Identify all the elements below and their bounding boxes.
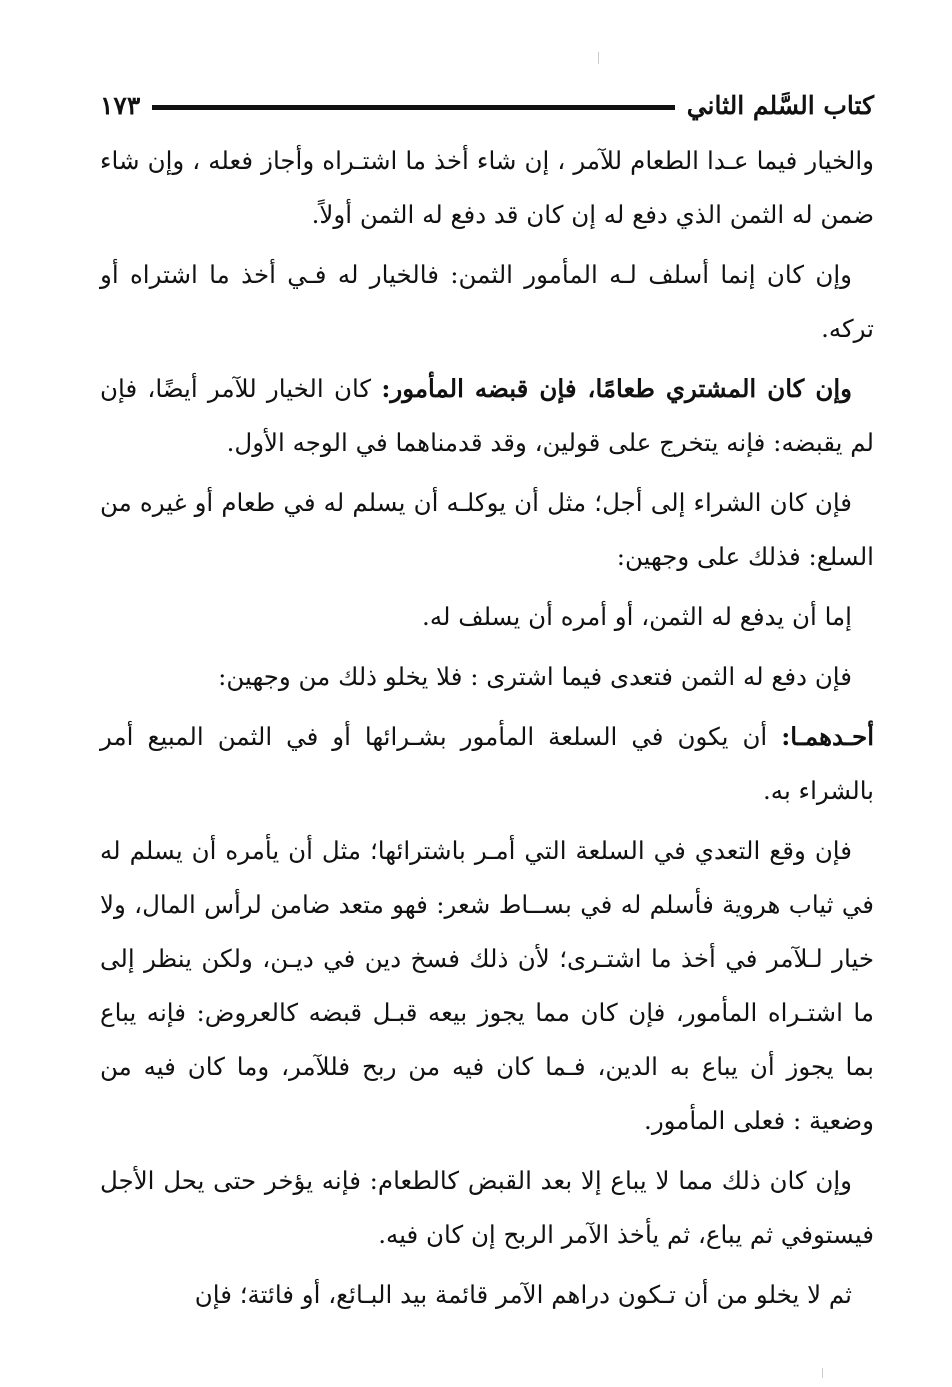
running-header	[100, 78, 874, 132]
paragraph	[100, 650, 874, 704]
paragraph	[100, 1154, 874, 1262]
paragraph	[100, 824, 874, 1148]
paragraph	[100, 362, 874, 470]
scan-mark	[822, 1368, 823, 1378]
paragraph	[100, 476, 874, 584]
document-page	[100, 78, 874, 1308]
scan-mark	[598, 52, 599, 64]
paragraph	[100, 590, 874, 644]
paragraph-text: وإن كان إنما أسلف لـه المأمور الثمن: فالخيار له فـي أخذ ما اشتراه أو تركه.	[100, 260, 874, 343]
paragraph-text: إما أن يدفع له الثمن، أو أمره أن يسلف له.	[422, 602, 852, 631]
paragraph	[100, 134, 874, 242]
paragraph	[100, 248, 874, 356]
paragraph-text: كان الخيار للآمر أيضًا، فإن لم يقبضه: فإنه يتخرج على قولين، وقد قدمناهما في الوجه الأول.	[100, 374, 874, 457]
body-text	[100, 134, 874, 1322]
book-title: كتاب السَّلم الثاني	[686, 90, 874, 120]
bold-lead-text: وإن كان المشتري طعامًا، فإن قبضه المأمور:	[381, 374, 852, 403]
paragraph-text: ثم لا يخلو من أن تـكون دراهم الآمر قائمة بيد البـائع، أو فائتة؛ فإن	[194, 1280, 852, 1309]
bold-lead-text: أحـدهمـا:	[781, 722, 874, 751]
paragraph-text: والخيار فيما عـدا الطعام للآمر ، إن شاء أخذ ما اشتـراه وأجاز فعله ، وإن شاء ضمن له الثمن الذي دفع له إن كان قد دفع له الثمن أولاً.	[100, 146, 874, 229]
paragraph-text: فإن وقع التعدي في السلعة التي أمـر باشترائها؛ مثل أن يأمره أن يسلم له في ثياب هروية فأسلم له في بســاط شعر: فهو متعد ضامن لرأس المال، ولا خيار لـلآمر في أخذ ما اشتـرى؛ لأن ذلك فسخ دين في ديـن، ولكن ينظر إلى ما اشتـراه المأمور، فإن كان مما يجوز بيعه قبـل قبضه كالعروض: فإنه يباع بما يجوز أن يباع به الدين، فـما كان فيه من ربح فللآمر، وما كان فيه من وضعية : فعلى المأمور.	[100, 836, 874, 1135]
paragraph	[100, 710, 874, 818]
paragraph	[100, 1268, 874, 1322]
page-number: ١٧٣	[100, 90, 141, 120]
paragraph-text: أن يكون في السلعة المأمور بشـرائها أو في الثمن المبيع أمر بالشراء به.	[100, 722, 874, 805]
header-rule	[152, 105, 674, 110]
paragraph-text: فإن كان الشراء إلى أجل؛ مثل أن يوكلـه أن يسلم له في طعام أو غيره من السلع: فذلك على وجهين:	[100, 488, 874, 571]
paragraph-text: وإن كان ذلك مما لا يباع إلا بعد القبض كالطعام: فإنه يؤخر حتى يحل الأجل فيستوفي ثم يباع، ثم يأخذ الآمر الربح إن كان فيه.	[100, 1166, 874, 1249]
paragraph-text: فإن دفع له الثمن فتعدى فيما اشترى : فلا يخلو ذلك من وجهين:	[218, 662, 852, 691]
